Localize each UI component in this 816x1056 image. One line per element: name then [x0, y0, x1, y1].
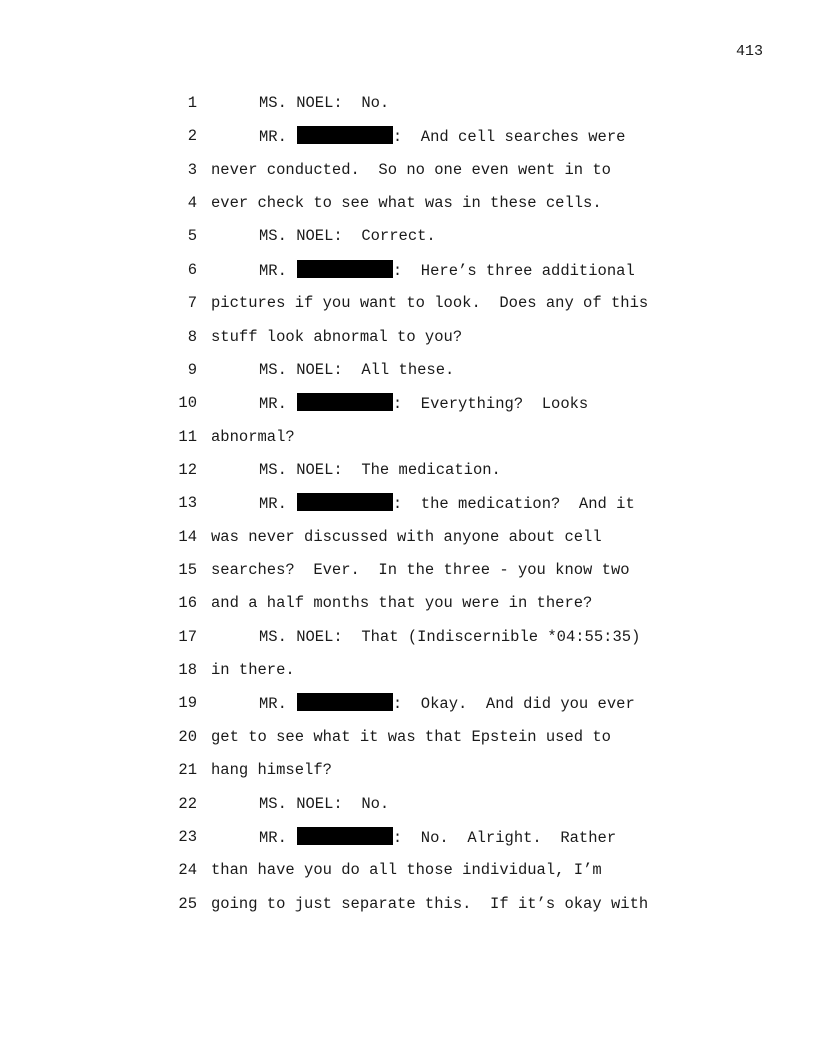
transcript-line: [0, 93, 816, 126]
spoken-text: The medication.: [342, 460, 501, 479]
line-text: [259, 627, 640, 647]
line-text: [259, 360, 454, 380]
spoken-text: : And cell searches were: [392, 128, 626, 147]
spoken-text: : Everything? Looks: [392, 395, 589, 414]
line-number: 4: [187, 194, 197, 213]
speaker-label: MR.: [259, 128, 287, 147]
line-number: 15: [178, 561, 197, 580]
line-text: [211, 760, 332, 780]
spoken-text: than have you do all those individual, I’m: [211, 861, 602, 880]
line-text: [211, 660, 295, 680]
line-number: 22: [178, 794, 197, 813]
spoken-text: in there.: [211, 661, 295, 680]
line-text: [211, 193, 602, 213]
line-text: [211, 527, 602, 547]
redaction-block: [297, 493, 393, 511]
transcript-line: [0, 894, 816, 927]
line-number: 17: [178, 627, 197, 646]
spoken-text: : No. Alright. Rather: [392, 828, 617, 847]
line-number: 6: [187, 260, 197, 279]
transcript-line: [0, 560, 816, 593]
spoken-text: stuff look abnormal to you?: [211, 327, 463, 346]
line-number: 11: [178, 427, 197, 446]
line-number: 9: [187, 360, 197, 379]
redaction-block: [297, 126, 393, 144]
line-text: [259, 126, 625, 147]
spoken-text: No.: [342, 794, 390, 813]
spoken-text: : Okay. And did you ever: [392, 695, 635, 714]
speaker-label: MS. NOEL:: [259, 794, 343, 813]
line-text: [259, 226, 436, 246]
spoken-text: Correct.: [342, 227, 436, 246]
line-number: 20: [178, 727, 197, 746]
spoken-text: ever check to see what was in these cells.: [211, 194, 602, 213]
transcript-line: [0, 460, 816, 493]
line-number: 13: [178, 494, 197, 513]
spoken-text: and a half months that you were in there?: [211, 594, 593, 613]
line-text: [259, 460, 501, 480]
spoken-text: going to just separate this. If it’s okay with: [211, 894, 649, 913]
speaker-label: MS. NOEL:: [259, 227, 343, 246]
line-number: 12: [178, 460, 197, 479]
line-number: 1: [187, 94, 197, 112]
line-text: [259, 493, 635, 514]
spoken-text: never conducted. So no one even went in to: [211, 160, 611, 179]
transcript-line: [0, 760, 816, 793]
line-text: [259, 693, 635, 714]
transcript-body: [0, 93, 816, 927]
line-number: 16: [178, 594, 197, 613]
spoken-text: abnormal?: [211, 427, 295, 446]
line-number: 2: [187, 127, 197, 146]
transcript-line: [0, 293, 816, 326]
spoken-text: : the medication? And it: [392, 495, 635, 514]
line-number: 23: [178, 827, 197, 846]
spoken-text: : Here’s three additional: [392, 261, 635, 280]
line-text: [211, 327, 462, 347]
line-number: 8: [187, 327, 197, 346]
transcript-line: [0, 660, 816, 693]
transcript-line: [0, 327, 816, 360]
line-number: 25: [178, 894, 197, 913]
transcript-line: [0, 794, 816, 827]
speaker-label: MR.: [259, 695, 287, 714]
line-text: [259, 260, 635, 281]
line-number: 14: [178, 527, 197, 546]
redaction-block: [297, 393, 393, 411]
line-text: [211, 593, 592, 613]
line-text: [211, 894, 648, 914]
line-number: 3: [187, 160, 197, 179]
line-number: 19: [178, 694, 197, 713]
line-text: [259, 393, 588, 414]
spoken-text: That (Indiscernible *04:55:35): [342, 627, 641, 646]
transcript-line: [0, 193, 816, 226]
spoken-text: pictures if you want to look. Does any of this: [211, 294, 649, 313]
line-text: [211, 293, 648, 313]
redaction-block: [297, 693, 393, 711]
spoken-text: was never discussed with anyone about cell: [211, 527, 602, 546]
transcript-line: [0, 360, 816, 393]
speaker-label: MS. NOEL:: [259, 627, 343, 646]
line-text: [211, 427, 295, 447]
redaction-block: [297, 827, 393, 845]
line-text: [211, 860, 602, 880]
transcript-line: [0, 527, 816, 560]
speaker-label: MR.: [259, 495, 287, 514]
transcript-line: [0, 393, 816, 426]
transcript-line: [0, 260, 816, 293]
speaker-label: MR.: [259, 828, 287, 847]
transcript-line: [0, 493, 816, 526]
line-number: 5: [187, 227, 197, 246]
transcript-line: [0, 593, 816, 626]
speaker-label: MS. NOEL:: [259, 360, 343, 379]
spoken-text: All these.: [342, 360, 455, 379]
line-number: 7: [187, 294, 197, 313]
speaker-label: MR.: [259, 395, 287, 414]
transcript-line: [0, 727, 816, 760]
line-text: [259, 93, 389, 113]
transcript-line: [0, 693, 816, 726]
spoken-text: No.: [342, 94, 390, 112]
line-text: [259, 827, 616, 848]
line-number: 21: [178, 761, 197, 780]
spoken-text: searches? Ever. In the three - you know two: [211, 561, 630, 580]
speaker-label: MS. NOEL:: [259, 460, 343, 479]
transcript-line: [0, 860, 816, 893]
redaction-block: [297, 260, 393, 278]
speaker-label: MR.: [259, 261, 287, 280]
page-number: 413: [735, 43, 763, 60]
line-text: [211, 560, 630, 580]
transcript-line: [0, 226, 816, 259]
line-text: [211, 727, 611, 747]
spoken-text: hang himself?: [211, 761, 332, 780]
transcript-line: [0, 427, 816, 460]
transcript-line: [0, 126, 816, 159]
transcript-line: [0, 160, 816, 193]
speaker-label: MS. NOEL:: [259, 94, 343, 112]
line-number: 10: [178, 394, 197, 413]
spoken-text: get to see what it was that Epstein used to: [211, 727, 611, 746]
line-number: 24: [178, 861, 197, 880]
transcript-line: [0, 627, 816, 660]
line-number: 18: [178, 661, 197, 680]
transcript-line: [0, 827, 816, 860]
line-text: [211, 160, 611, 180]
line-text: [259, 794, 389, 814]
